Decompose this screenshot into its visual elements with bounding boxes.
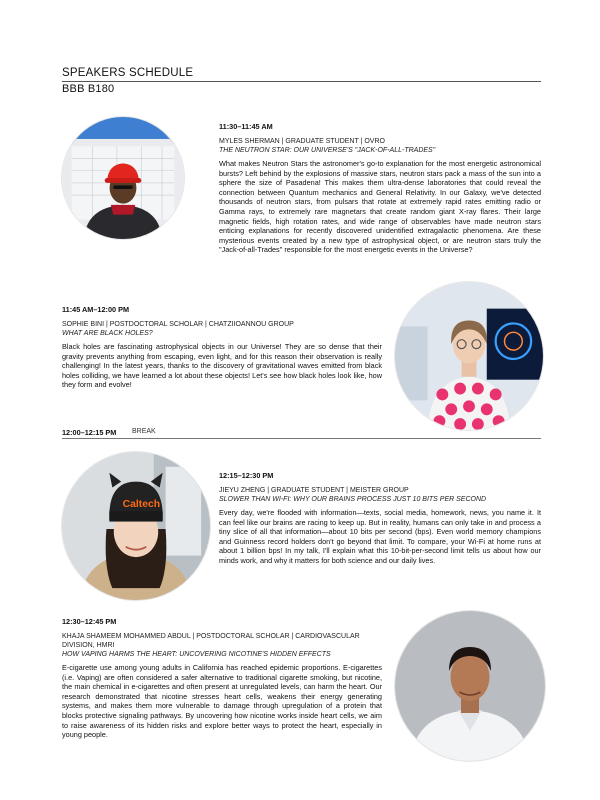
talk-title: SLOWER THAN WI-FI: WHY OUR BRAINS PROCESS JUST 10 BITS PER SECOND [219, 496, 487, 503]
session-time: 11:30–11:45 AM [219, 122, 273, 131]
title-divider [62, 81, 541, 82]
speaker-line: MYLES SHERMAN | GRADUATE STUDENT | OVRO [219, 138, 385, 145]
session-time: 11:45 AM–12:00 PM [62, 305, 130, 314]
talk-abstract: E-cigarette use among young adults in California has reached epidemic proportions. E-cigarettes (i.e. Vaping) are often considered a safer alternative to traditional cigarette smoking, but nicotine, the main chemical in e-cigarettes and often present at unregulated levels, can harm the heart. Our research demonstrated that nicotine stresses heart cells, weakens their energy generating systems, and makes them more vulnerable to damage through upregulation of a protein that blocks protective signaling pathways. By uncovering how nicotine works inside heart cells, we aim to raise awareness of its hidden risks and explore better ways to protect the heart, especially in young people. [62, 663, 382, 740]
speaker-photo-myles-sherman [62, 117, 184, 239]
hat-logo-text: Caltech [122, 498, 161, 510]
talk-title: HOW VAPING HARMS THE HEART: UNCOVERING NICOTINE'S HIDDEN EFFECTS [62, 651, 331, 658]
talk-title: WHAT ARE BLACK HOLES? [62, 330, 153, 337]
page-title: SPEAKERS SCHEDULE [62, 67, 194, 79]
break-divider [62, 438, 541, 439]
speaker-line: SOPHIE BINI | POSTDOCTORAL SCHOLAR | CHATZIIOANNOU GROUP [62, 321, 294, 328]
room-label: BBB B180 [62, 83, 115, 95]
speaker-photo-khaja-shameem-mohammed-abdul [395, 611, 545, 761]
session-2 [62, 305, 382, 390]
break-label: BREAK [132, 428, 156, 435]
talk-title: THE NEUTRON STAR: OUR UNIVERSE'S "JACK-OF-ALL-TRADES" [219, 147, 436, 154]
session-time: 12:30–12:45 PM [62, 617, 117, 626]
session-3 [219, 471, 541, 566]
session-time: 12:15–12:30 PM [219, 471, 274, 480]
speaker-line: KHAJA SHAMEEM MOHAMMED ABDUL | POSTDOCTORAL SCHOLAR | CARDIOVASCULAR DIVISION, HMRI [62, 633, 360, 649]
speaker-photo-jieyu-zheng [62, 452, 210, 600]
session-1 [219, 122, 541, 255]
talk-abstract: Black holes are fascinating astrophysical objects in our Universe! They are so dense that their gravity prevents anything from escaping, even light, and for this reason their observation is really challenging! In the latest years, thanks to the discovery of gravitational waves emitted from black holes colliding, we have learned a lot about these objects! Let's see how black holes look like, how they form and evolve! [62, 342, 382, 390]
talk-abstract: What makes Neutron Stars the astronomer's go-to explanation for the most energetic astronomical bursts? Left behind by the explosions of massive stars, neutron stars pack a mass of the sun into a sphere the size of Pasadena! This makes them ultra-dense laboratories that could reveal the connection between Quantum mechanics and General Relativity. In our Galaxy, we've detected thousands of neutron stars, from pulsars that rotate at extremely rapid rates emitting radio or Gamma rays, to extremely rare magnetars that create random giant X-ray flares. Their large magnetic fields, high rotation rates, and wide range of observables have made neutron stars enticing explanations for recently discovered unidentified extragalactic phenomena. Are these mysterious events created by a new type of astrophysical object, or are neutron stars truly the "Jack-of-all-Trades" responsible for the most energetic events in the Universe? [219, 159, 541, 255]
session-4 [62, 617, 382, 740]
talk-abstract: Every day, we're flooded with information—texts, social media, homework, news, you name it. It can feel like our brains are racing to keep up. But in reality, humans can only take in and process a tiny slice of all that information—about 10 bits per second (bps). Even world memory champions and Guinness record holders don't go beyond that limit. To compare, your Wi-Fi at home runs at about 1 billion bps! In my talk, I'll explain what this 10-bit-per-second limit tells us about how our minds work, and why it matters for both science and our daily lives. [219, 508, 541, 565]
speaker-photo-sophie-bini [395, 282, 543, 430]
break-time: 12:00–12:15 PM [62, 428, 117, 437]
speaker-line: JIEYU ZHENG | GRADUATE STUDENT | MEISTER GROUP [219, 487, 409, 494]
